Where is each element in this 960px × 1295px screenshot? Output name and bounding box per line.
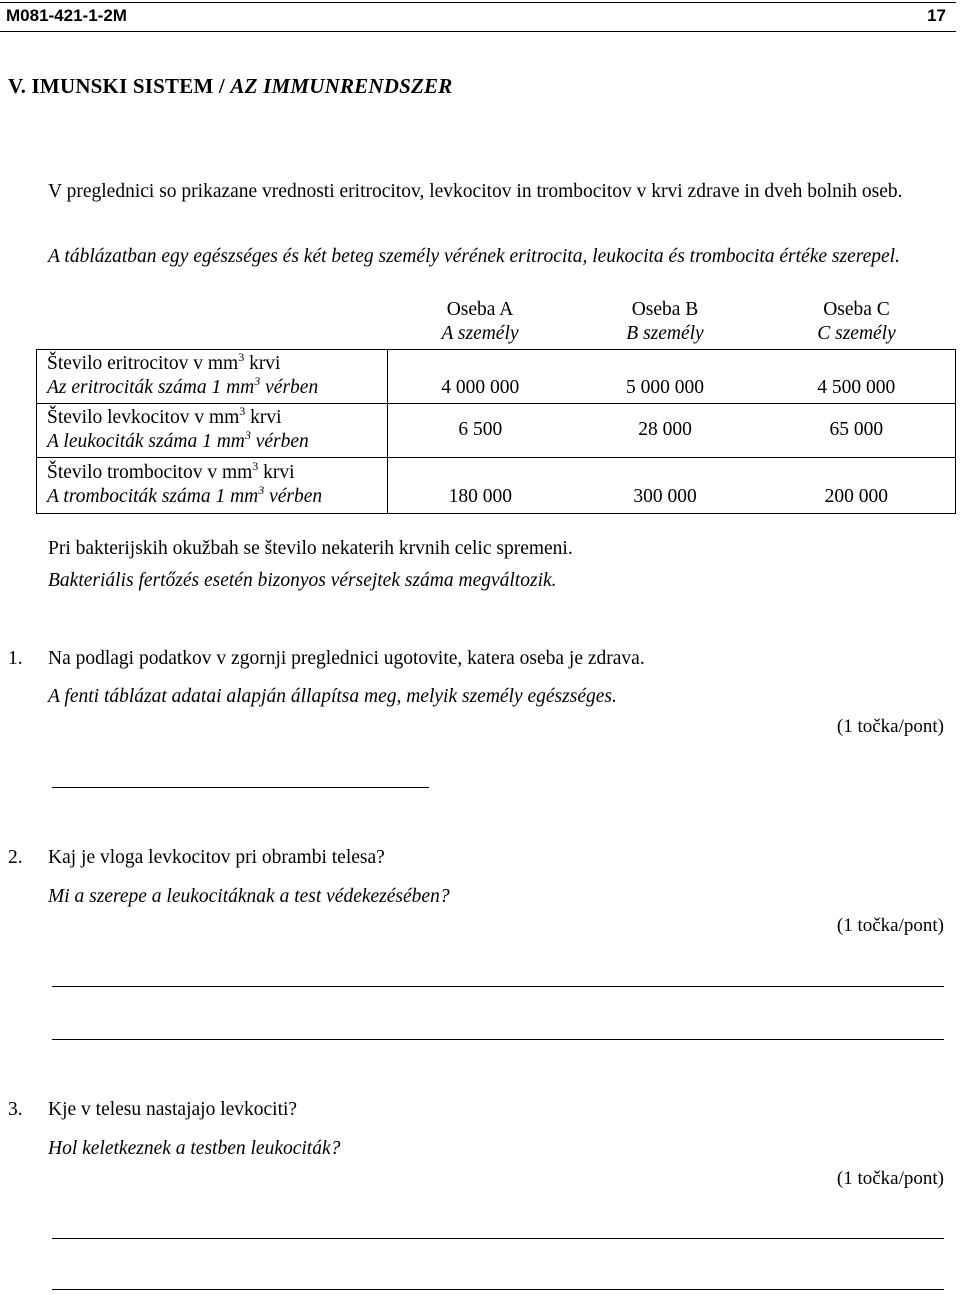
column-header-a (388, 295, 573, 349)
answer-line[interactable] (52, 1238, 944, 1239)
question-number: 1. (8, 648, 23, 669)
question-number: 3. (8, 1099, 23, 1120)
column-b-hun: B személy (626, 322, 704, 344)
section-title-hun: AZ IMMUNRENDSZER (230, 74, 453, 98)
row-label-hun: A leukociták száma 1 $mm^3$ vérben (47, 428, 309, 452)
table-row (37, 403, 956, 457)
table-row (37, 349, 956, 403)
header-bottom-rule (0, 31, 956, 32)
cell-value: 5 000 000 (573, 349, 758, 403)
cell-value: 300 000 (573, 457, 758, 513)
cell-value: 65 000 (758, 403, 956, 457)
note-hun: Bakteriális fertőzés esetén bizonyos vérsejtek száma megváltozik. (48, 570, 557, 591)
cell-value: 28 000 (573, 403, 758, 457)
row-label-hun: A trombociták száma 1 $mm^3$ vérben (47, 483, 323, 507)
answer-line[interactable] (52, 787, 429, 788)
section-title (8, 74, 452, 99)
intro-slo: V preglednici so prikazane vrednosti eritrocitov, levkocitov in trombocitov v krvi zdrave in dveh bolnih oseb. (48, 181, 903, 202)
question-number: 2. (8, 847, 23, 868)
intro-hun: A táblázatban egy egészséges és két beteg személy vérének eritrocita, leukocita és trombocita értéke szerepel. (48, 246, 900, 267)
blood-values-table (36, 295, 956, 514)
question-2-hun: Mi a szerepe a leukocitáknak a test védekezésében? (48, 886, 450, 907)
row-label-slo: Število levkocitov v $mm^3$ krvi (47, 404, 282, 428)
question-3-hun: Hol keletkeznek a testben leukociták? (48, 1138, 341, 1159)
table-row (37, 457, 956, 513)
answer-line[interactable] (52, 1039, 944, 1040)
question-3-slo: Kje v telesu nastajajo levkociti? (48, 1099, 298, 1120)
column-a-slo: Oseba A (446, 298, 514, 320)
column-c-hun: C személy (817, 322, 896, 344)
note-slo: Pri bakterijskih okužbah se število nekaterih krvnih celic spremeni. (48, 538, 573, 559)
question-2-points: (1 točka/pont) (836, 915, 944, 936)
question-2-slo: Kaj je vloga levkocitov pri obrambi telesa? (48, 847, 385, 868)
cell-value: 6 500 (388, 403, 573, 457)
section-title-slo: V. IMUNSKI SISTEM / (8, 74, 231, 98)
answer-line[interactable] (52, 1289, 944, 1290)
column-c-slo: Oseba C (823, 298, 890, 320)
column-header-b (573, 295, 758, 349)
page-number: 17 (927, 6, 946, 25)
header-empty-cell (37, 295, 388, 349)
row-label (37, 403, 388, 457)
cell-value: 4 000 000 (388, 349, 573, 403)
cell-value: 4 500 000 (758, 349, 956, 403)
row-label (37, 457, 388, 513)
question-3-points: (1 točka/pont) (836, 1168, 944, 1189)
row-label (37, 349, 388, 403)
header-top-rule (0, 2, 956, 3)
cell-value: 200 000 (758, 457, 956, 513)
column-header-c (758, 295, 956, 349)
row-label-slo: Število eritrocitov v $mm^3$ krvi (47, 350, 281, 374)
column-b-slo: Oseba B (631, 298, 699, 320)
table-header-row (37, 295, 956, 349)
cell-value: 180 000 (388, 457, 573, 513)
question-1-hun: A fenti táblázat adatai alapján állapítsa meg, melyik személy egészséges. (48, 686, 617, 707)
exam-code: M081-421-1-2M (6, 6, 127, 25)
row-label-slo: Število trombocitov v $mm^3$ krvi (47, 459, 295, 483)
row-label-hun: Az eritrociták száma 1 $mm^3$ vérben (47, 374, 319, 398)
question-1-slo: Na podlagi podatkov v zgornji preglednici ugotovite, katera oseba je zdrava. (48, 648, 645, 669)
answer-line[interactable] (52, 986, 944, 987)
question-1-points: (1 točka/pont) (836, 716, 944, 737)
column-a-hun: A személy (441, 322, 519, 344)
